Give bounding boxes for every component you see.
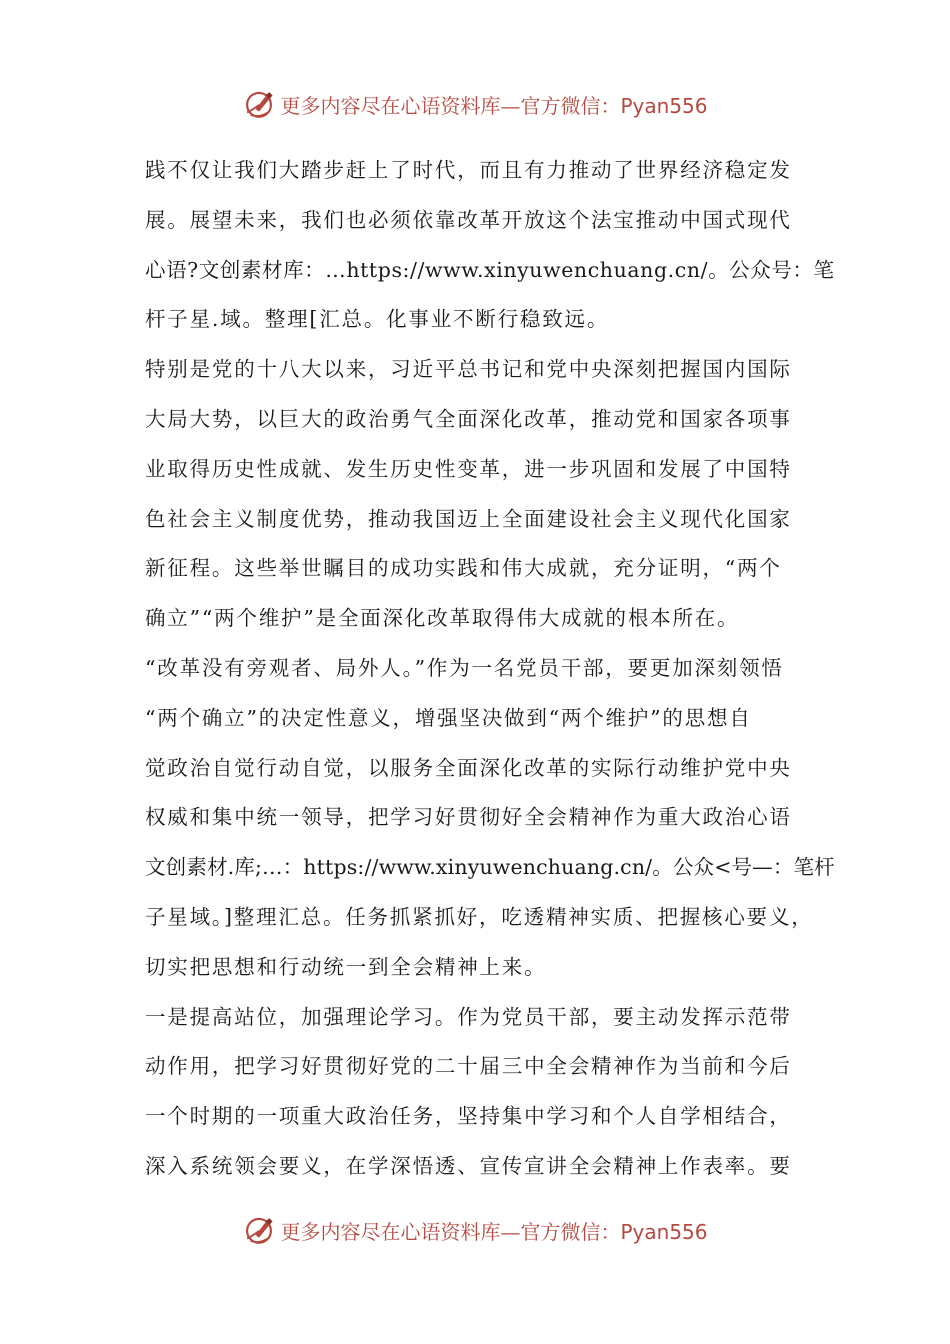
text-line: 杆子星.域。整理[汇总。化事业不断行稳致远。: [145, 307, 610, 332]
text-line: “改革没有旁观者、局外人。”作为一名党员干部，要更加深刻领悟: [145, 655, 784, 680]
banner-wechat-id: Pyan556: [620, 93, 708, 118]
pen-logo-icon: [242, 1213, 276, 1247]
text-line: 践不仅让我们大踏步赶上了时代，而且有力推动了世界经济稳定发: [145, 158, 792, 182]
banner-text: [280, 1216, 707, 1245]
text-line: 切实把思想和行动统一到全会精神上来。: [145, 954, 547, 979]
header-banner: [0, 84, 950, 124]
footer-banner: [0, 1210, 950, 1250]
text-line: 展。展望未来，我们也必须依靠改革开放这个法宝推动中国式现代: [145, 207, 792, 232]
text-line: 深入系统领会要义，在学深悟透、宣传宣讲全会精神上作表率。要: [145, 1153, 792, 1178]
text-line: 动作用，把学习好贯彻好党的二十届三中全会精神作为当前和今后: [145, 1054, 792, 1079]
text-line: 业取得历史性成就、发生历史性变革，进一步巩固和发展了中国特: [145, 456, 792, 481]
text-line: 大局大势，以巨大的政治勇气全面深化改革，推动党和国家各项事: [145, 406, 792, 431]
text-line: 心语?文创素材库：…https://www.xinyuwenchuang.cn/。公众号：笔: [145, 257, 835, 282]
text-line: 确立”“两个维护”是全面深化改革取得伟大成就的根本所在。: [145, 606, 740, 631]
text-line: 新征程。这些举世瞩目的成功实践和伟大成就，充分证明，“两个: [145, 556, 782, 581]
text-line: 文创素材.库;…：https://www.xinyuwenchuang.cn/。公众<号—：笔杆: [145, 855, 835, 880]
document-body: [145, 146, 835, 1192]
text-line: “两个确立”的决定性意义，增强坚决做到“两个维护”的思想自: [145, 705, 752, 730]
pen-logo-icon: [242, 87, 276, 121]
text-line: 一个时期的一项重大政治任务，坚持集中学习和个人自学相结合，: [145, 1104, 792, 1129]
text-line: 子星域。]整理汇总。任务抓紧抓好，吃透精神实质、把握核心要义，: [145, 904, 814, 929]
banner-slogan: 更多内容尽在心语资料库—官方微信：: [280, 1219, 621, 1244]
banner-wechat-id: Pyan556: [620, 1219, 708, 1244]
text-line: 权威和集中统一领导，把学习好贯彻好全会精神作为重大政治心语: [145, 805, 792, 830]
text-line: 特别是党的十八大以来，习近平总书记和党中央深刻把握国内国际: [145, 357, 792, 382]
text-line: 一是提高站位，加强理论学习。作为党员干部，要主动发挥示范带: [145, 1004, 792, 1029]
text-line: 色社会主义制度优势，推动我国迈上全面建设社会主义现代化国家: [145, 506, 792, 531]
text-line: 觉政治自觉行动自觉，以服务全面深化改革的实际行动维护党中央: [145, 755, 792, 780]
banner-text: [280, 90, 707, 119]
banner-slogan: 更多内容尽在心语资料库—官方微信：: [280, 93, 621, 118]
